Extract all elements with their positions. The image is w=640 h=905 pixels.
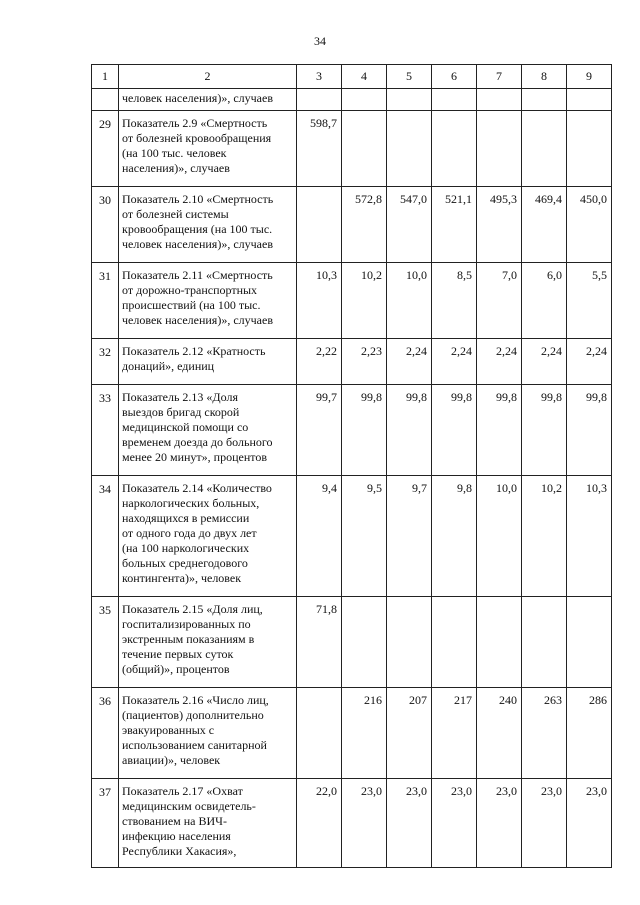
indicator-description bbox=[119, 263, 297, 339]
value-cell: 23,0 bbox=[432, 779, 477, 868]
value-cell: 10,2 bbox=[522, 476, 567, 597]
header-cell: 7 bbox=[477, 65, 522, 89]
description-line: использованием санитарной bbox=[122, 738, 267, 752]
row-number: 35 bbox=[92, 597, 119, 688]
header-cell: 6 bbox=[432, 65, 477, 89]
value-cell: 23,0 bbox=[567, 779, 612, 868]
value-cell: 10,0 bbox=[387, 263, 432, 339]
value-cell: 10,3 bbox=[297, 263, 342, 339]
description-line: менее 20 минут», процентов bbox=[122, 450, 268, 464]
page-number: 34 bbox=[314, 34, 326, 48]
value-cell: 521,1 bbox=[432, 187, 477, 263]
row-number: 32 bbox=[92, 339, 119, 385]
value-cell bbox=[477, 597, 522, 688]
empty-cell bbox=[432, 89, 477, 111]
value-cell: 547,0 bbox=[387, 187, 432, 263]
value-cell: 2,24 bbox=[567, 339, 612, 385]
value-cell: 598,7 bbox=[297, 111, 342, 187]
header-cell: 2 bbox=[119, 65, 297, 89]
table-row bbox=[92, 385, 612, 476]
value-cell: 207 bbox=[387, 688, 432, 779]
value-cell: 2,23 bbox=[342, 339, 387, 385]
description-line: Показатель 2.9 «Смертность bbox=[122, 116, 268, 130]
value-cell bbox=[567, 111, 612, 187]
value-cell bbox=[432, 597, 477, 688]
value-cell: 9,5 bbox=[342, 476, 387, 597]
value-cell: 2,24 bbox=[522, 339, 567, 385]
table-row bbox=[92, 187, 612, 263]
value-cell: 2,22 bbox=[297, 339, 342, 385]
value-cell bbox=[342, 111, 387, 187]
description-line: Показатель 2.13 «Доля bbox=[122, 390, 238, 404]
row-number: 31 bbox=[92, 263, 119, 339]
description-line: населения)», случаев bbox=[122, 161, 230, 175]
table-row bbox=[92, 111, 612, 187]
empty-cell bbox=[342, 89, 387, 111]
row-number: 37 bbox=[92, 779, 119, 868]
description-line: Республики Хакасия», bbox=[122, 844, 237, 858]
value-cell bbox=[297, 187, 342, 263]
description-line: от одного года до двух лет bbox=[122, 526, 257, 540]
description-line: находящихся в ремиссии bbox=[122, 511, 250, 525]
value-cell: 23,0 bbox=[522, 779, 567, 868]
value-cell: 240 bbox=[477, 688, 522, 779]
value-cell bbox=[342, 597, 387, 688]
value-cell: 10,0 bbox=[477, 476, 522, 597]
value-cell: 450,0 bbox=[567, 187, 612, 263]
value-cell: 7,0 bbox=[477, 263, 522, 339]
row-number: 30 bbox=[92, 187, 119, 263]
empty-cell bbox=[297, 89, 342, 111]
value-cell bbox=[297, 688, 342, 779]
value-cell: 286 bbox=[567, 688, 612, 779]
description-line: медицинским освидетель- bbox=[122, 799, 256, 813]
header-cell: 5 bbox=[387, 65, 432, 89]
description-line: Показатель 2.16 «Число лиц, bbox=[122, 693, 269, 707]
value-cell: 10,3 bbox=[567, 476, 612, 597]
empty-cell bbox=[522, 89, 567, 111]
indicator-description bbox=[119, 688, 297, 779]
header-cell: 9 bbox=[567, 65, 612, 89]
value-cell: 9,8 bbox=[432, 476, 477, 597]
indicator-description bbox=[119, 187, 297, 263]
value-cell: 469,4 bbox=[522, 187, 567, 263]
indicator-description bbox=[119, 476, 297, 597]
description-line: Показатель 2.17 «Охват bbox=[122, 784, 243, 798]
value-cell: 5,5 bbox=[567, 263, 612, 339]
table-row bbox=[92, 779, 612, 868]
indicator-description bbox=[119, 339, 297, 385]
description-line: от болезней системы bbox=[122, 207, 229, 221]
value-cell: 99,7 bbox=[297, 385, 342, 476]
description-line: человек населения)», случаев bbox=[122, 237, 273, 251]
description-line: течение первых суток bbox=[122, 647, 234, 661]
value-cell: 572,8 bbox=[342, 187, 387, 263]
value-cell: 99,8 bbox=[567, 385, 612, 476]
value-cell: 9,7 bbox=[387, 476, 432, 597]
description-line: эвакуированных с bbox=[122, 723, 215, 737]
value-cell: 8,5 bbox=[432, 263, 477, 339]
table-row bbox=[92, 688, 612, 779]
description-line: донаций», единиц bbox=[122, 359, 215, 373]
indicator-description bbox=[119, 111, 297, 187]
description-line: (пациентов) дополнительно bbox=[122, 708, 264, 722]
value-cell: 71,8 bbox=[297, 597, 342, 688]
empty-cell bbox=[387, 89, 432, 111]
table-row bbox=[92, 476, 612, 597]
indicator-description bbox=[119, 385, 297, 476]
empty-cell bbox=[92, 89, 119, 111]
table-header-row bbox=[92, 65, 612, 89]
description-line: Показатель 2.15 «Доля лиц, bbox=[122, 602, 263, 616]
description-line: (на 100 тыс. человек bbox=[122, 146, 227, 160]
description-line: выездов бригад скорой bbox=[122, 405, 240, 419]
value-cell: 99,8 bbox=[387, 385, 432, 476]
table-row bbox=[92, 339, 612, 385]
value-cell: 2,24 bbox=[477, 339, 522, 385]
indicators-table bbox=[91, 64, 612, 868]
row-number: 34 bbox=[92, 476, 119, 597]
value-cell bbox=[522, 111, 567, 187]
description-line: Показатель 2.14 «Количество bbox=[122, 481, 272, 495]
description-line: (общий)», процентов bbox=[122, 662, 230, 676]
indicator-description bbox=[119, 779, 297, 868]
row-number: 29 bbox=[92, 111, 119, 187]
value-cell: 10,2 bbox=[342, 263, 387, 339]
value-cell: 99,8 bbox=[342, 385, 387, 476]
value-cell bbox=[387, 111, 432, 187]
value-cell bbox=[432, 111, 477, 187]
row-number: 36 bbox=[92, 688, 119, 779]
continuation-text: человек населения)», случаев bbox=[119, 89, 297, 111]
description-line: Показатель 2.11 «Смертность bbox=[122, 268, 273, 282]
value-cell: 2,24 bbox=[432, 339, 477, 385]
description-line: Показатель 2.10 «Смертность bbox=[122, 192, 274, 206]
description-line: ствованием на ВИЧ- bbox=[122, 814, 227, 828]
value-cell: 22,0 bbox=[297, 779, 342, 868]
header-cell: 4 bbox=[342, 65, 387, 89]
value-cell bbox=[477, 111, 522, 187]
value-cell: 23,0 bbox=[342, 779, 387, 868]
value-cell: 495,3 bbox=[477, 187, 522, 263]
description-line: наркологических больных, bbox=[122, 496, 260, 510]
description-line: больных среднегодового bbox=[122, 556, 248, 570]
value-cell: 99,8 bbox=[477, 385, 522, 476]
description-line: Показатель 2.12 «Кратность bbox=[122, 344, 266, 358]
table-row bbox=[92, 597, 612, 688]
table-row bbox=[92, 263, 612, 339]
empty-cell bbox=[477, 89, 522, 111]
value-cell: 23,0 bbox=[477, 779, 522, 868]
value-cell: 23,0 bbox=[387, 779, 432, 868]
value-cell: 9,4 bbox=[297, 476, 342, 597]
row-number: 33 bbox=[92, 385, 119, 476]
description-line: (на 100 наркологических bbox=[122, 541, 250, 555]
description-line: инфекцию населения bbox=[122, 829, 231, 843]
description-line: от болезней кровообращения bbox=[122, 131, 272, 145]
description-line: экстренным показаниям в bbox=[122, 632, 255, 646]
value-cell: 6,0 bbox=[522, 263, 567, 339]
value-cell: 99,8 bbox=[522, 385, 567, 476]
empty-cell bbox=[567, 89, 612, 111]
value-cell bbox=[387, 597, 432, 688]
value-cell: 2,24 bbox=[387, 339, 432, 385]
description-line: кровообращения (на 100 тыс. bbox=[122, 222, 273, 236]
value-cell: 217 bbox=[432, 688, 477, 779]
indicator-description bbox=[119, 597, 297, 688]
header-cell: 8 bbox=[522, 65, 567, 89]
description-line: контингента)», человек bbox=[122, 571, 242, 585]
description-line: человек населения)», случаев bbox=[122, 313, 273, 327]
value-cell bbox=[567, 597, 612, 688]
value-cell: 216 bbox=[342, 688, 387, 779]
description-line: происшествий (на 100 тыс. bbox=[122, 298, 261, 312]
value-cell bbox=[522, 597, 567, 688]
description-line: авиации)», человек bbox=[122, 753, 221, 767]
description-line: медицинской помощи со bbox=[122, 420, 249, 434]
header-cell: 3 bbox=[297, 65, 342, 89]
header-cell: 1 bbox=[92, 65, 119, 89]
value-cell: 99,8 bbox=[432, 385, 477, 476]
description-line: от дорожно-транспортных bbox=[122, 283, 258, 297]
value-cell: 263 bbox=[522, 688, 567, 779]
description-line: временем доезда до больного bbox=[122, 435, 273, 449]
continuation-row bbox=[92, 89, 612, 111]
description-line: госпитализированных по bbox=[122, 617, 251, 631]
